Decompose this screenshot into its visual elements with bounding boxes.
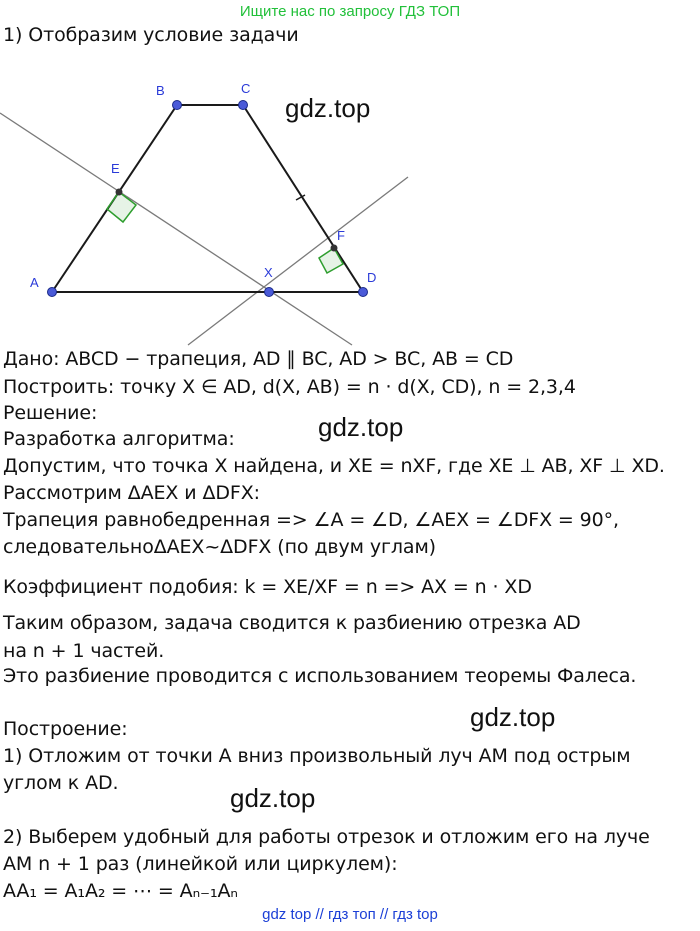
watermark-4: gdz.top bbox=[230, 783, 316, 813]
watermark-2: gdz.top bbox=[318, 412, 404, 442]
line-step2a: 2) Выберем удобный для работы отрезок и отложим его на луче bbox=[3, 826, 650, 848]
line-rassmotrim: Рассмотрим ΔAEX и ΔDFX: bbox=[3, 482, 260, 504]
point-a bbox=[48, 288, 57, 297]
line-step2b: AM n + 1 раз (линейкой или циркулем): bbox=[3, 853, 398, 875]
trapezoid-abcd bbox=[52, 105, 363, 292]
line-dopustim: Допустим, что точка X найдена, и XE = nXF, где XE ⊥ AB, XF ⊥ XD. bbox=[3, 455, 665, 477]
top-banner: Ищите нас по запросу ГДЗ ТОП bbox=[239, 3, 461, 20]
point-d bbox=[359, 288, 368, 297]
line-postroit: Построить: точку X ∈ AD, d(X, AB) = n · d(X, CD), n = 2,3,4 bbox=[3, 376, 576, 398]
line-step2c: AA₁ = A₁A₂ = ⋯ = Aₙ₋₁Aₙ bbox=[3, 880, 238, 902]
line-koef: Коэффициент подобия: k = XE/XF = n => AX = n · XD bbox=[3, 576, 532, 598]
line-trapeciya: Трапеция равнобедренная => ∠A = ∠D, ∠AEX = ∠DFX = 90°, bbox=[3, 509, 619, 531]
watermark-1: gdz.top bbox=[285, 93, 371, 123]
label-b: B bbox=[156, 83, 165, 98]
line-step1a: 1) Отложим от точки А вниз произвольный луч AM под острым bbox=[3, 745, 631, 767]
point-x bbox=[265, 288, 274, 297]
line-takim-2: на n + 1 частей. bbox=[3, 640, 165, 662]
line-step1b: углом к AD. bbox=[3, 772, 119, 794]
label-d: D bbox=[367, 270, 377, 285]
label-e: E bbox=[111, 161, 120, 176]
point-e bbox=[116, 189, 123, 196]
line-dano: Дано: ABCD − трапеция, AD ∥ BC, AD > BC, AB = CD bbox=[3, 348, 514, 370]
label-c: C bbox=[241, 81, 251, 96]
footer-links: gdz top // гдз топ // гдз top bbox=[262, 906, 438, 923]
point-c bbox=[239, 101, 248, 110]
line-reshenie: Решение: bbox=[3, 402, 98, 424]
watermark-3: gdz.top bbox=[470, 702, 556, 732]
line-eto: Это разбиение проводится с использованием теоремы Фалеса. bbox=[3, 665, 637, 687]
label-x: X bbox=[264, 265, 273, 280]
line-sledovatelno: следовательноΔAEX~ΔDFX (по двум углам) bbox=[3, 536, 436, 558]
label-a: A bbox=[30, 275, 39, 290]
line-x-f bbox=[188, 177, 408, 345]
line-postroenie: Построение: bbox=[3, 718, 128, 740]
point-b bbox=[173, 101, 182, 110]
right-angle-e bbox=[107, 192, 136, 222]
line-x-e bbox=[0, 113, 352, 345]
line-takim-1: Таким образом, задача сводится к разбиению отрезка AD bbox=[3, 612, 581, 634]
point-f bbox=[331, 245, 338, 252]
right-angle-f bbox=[319, 248, 343, 273]
line-razrabotka: Разработка алгоритма: bbox=[3, 428, 235, 450]
label-f: F bbox=[337, 228, 345, 243]
step1-title: 1) Отобразим условие задачи bbox=[3, 24, 299, 46]
